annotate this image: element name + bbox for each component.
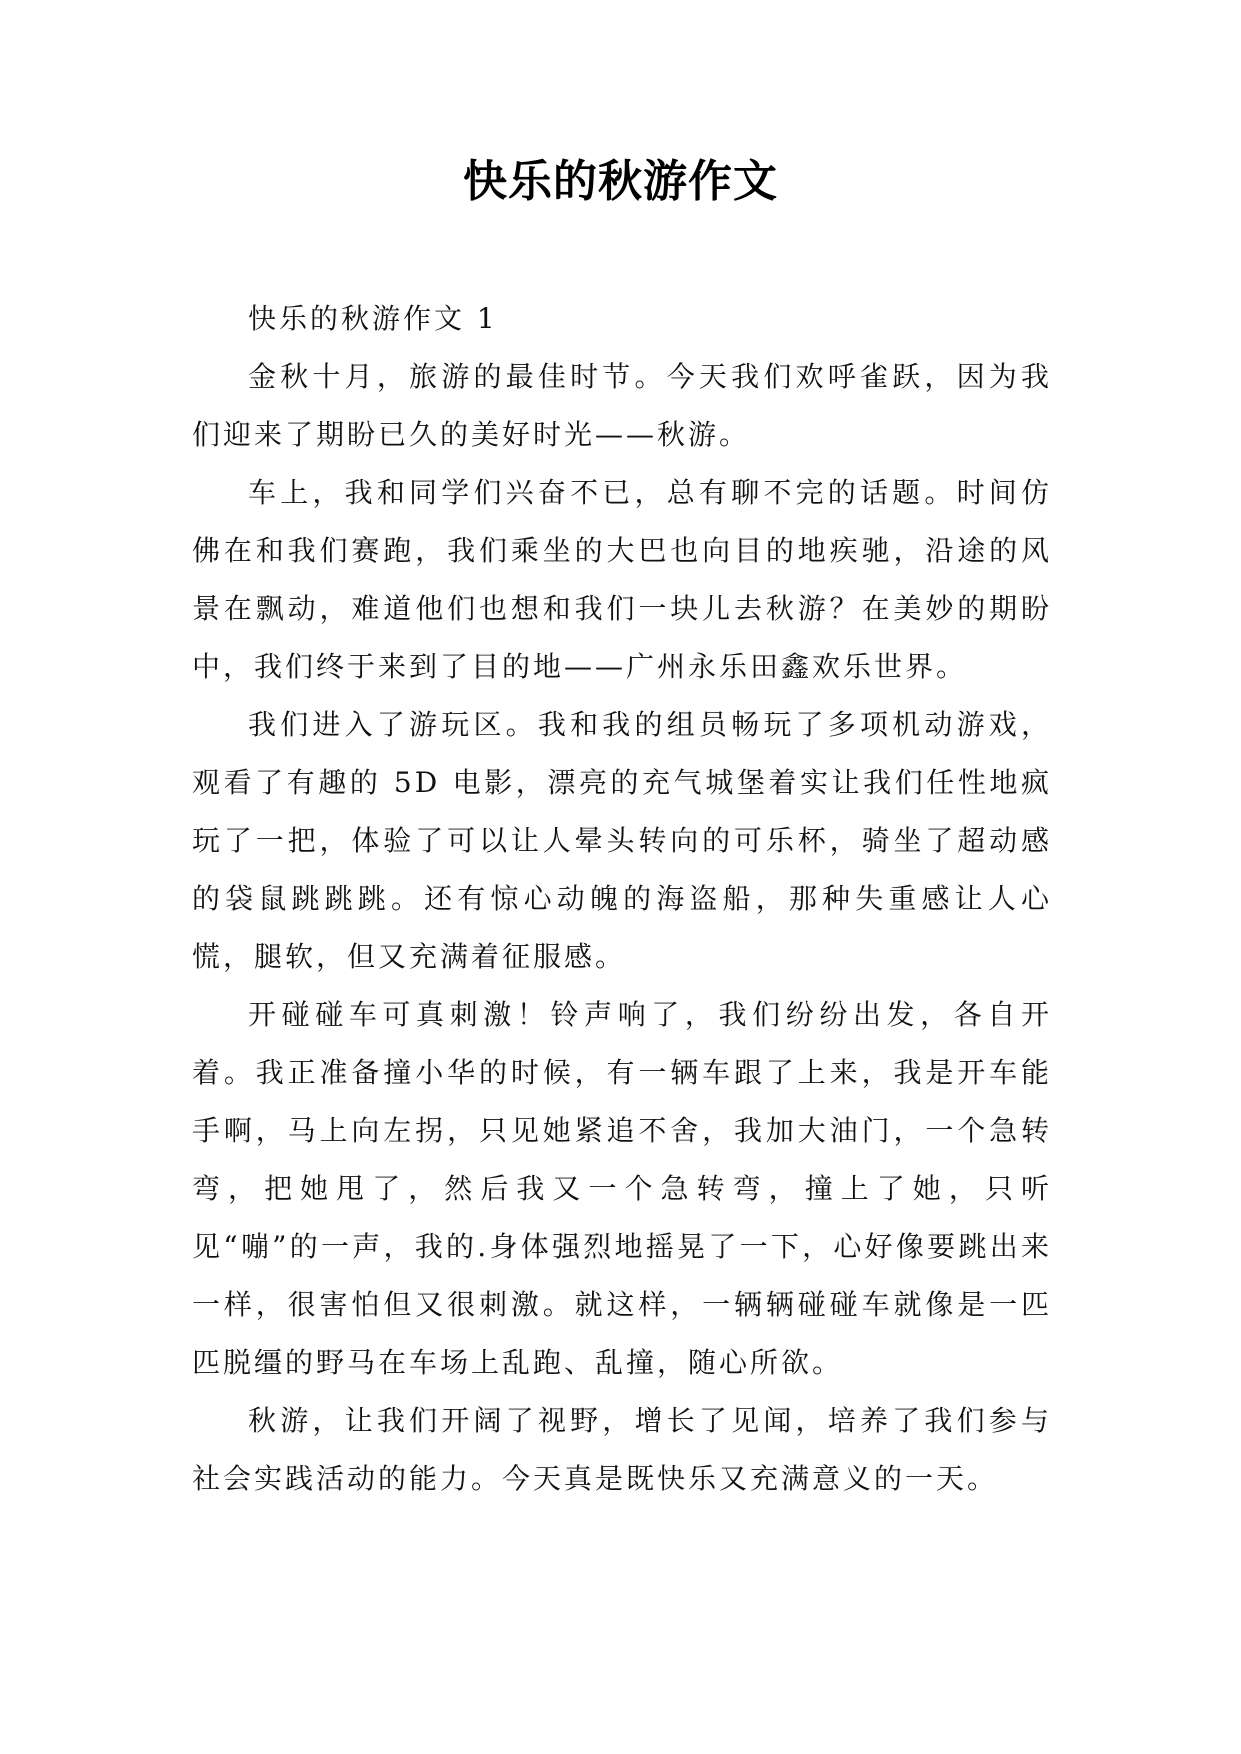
paragraph-bumper-cars: 开碰碰车可真刺激！铃声响了，我们纷纷出发，各自开着。我正准备撞小华的时候，有一辆车跟了上来，我是开车能手啊，马上向左拐，只见她紧追不舍，我加大油门，一个急转弯，把她甩了，然后我又一个急转弯，撞上了她，只听见“嘣”的一声，我的.身体强烈地摇晃了一下，心好像要跳出来一样，很害怕但又很刺激。就这样，一辆辆碰碰车就像是一匹匹脱缰的野马在车场上乱跑、乱撞，随心所欲。 — [192, 998, 1052, 1379]
document-body — [192, 290, 1052, 1508]
paragraph-intro: 金秋十月，旅游的最佳时节。今天我们欢呼雀跃，因为我们迎来了期盼已久的美好时光——秋游。 — [192, 360, 1052, 451]
paragraph-conclusion: 秋游，让我们开阔了视野，增长了见闻，培养了我们参与社会实践活动的能力。今天真是既快乐又充满意义的一天。 — [192, 1404, 1052, 1495]
paragraph-bus: 车上，我和同学们兴奋不已，总有聊不完的话题。时间仿佛在和我们赛跑，我们乘坐的大巴也向目的地疾驰，沿途的风景在飘动，难道他们也想和我们一块儿去秋游？在美妙的期盼中，我们终于来到了目的地——广州永乐田鑫欢乐世界。 — [192, 476, 1052, 683]
document-title: 快乐的秋游作文 — [463, 156, 778, 207]
section-heading: 快乐的秋游作文 1 — [248, 302, 498, 335]
paragraph-play-area: 我们进入了游玩区。我和我的组员畅玩了多项机动游戏，观看了有趣的 5D 电影，漂亮的充气城堡着实让我们任性地疯玩了一把，体验了可以让人晕头转向的可乐杯，骑坐了超动感的袋鼠跳跳跳。还有惊心动魄的海盗船，那种失重感让人心慌，腿软，但又充满着征服感。 — [192, 708, 1052, 973]
